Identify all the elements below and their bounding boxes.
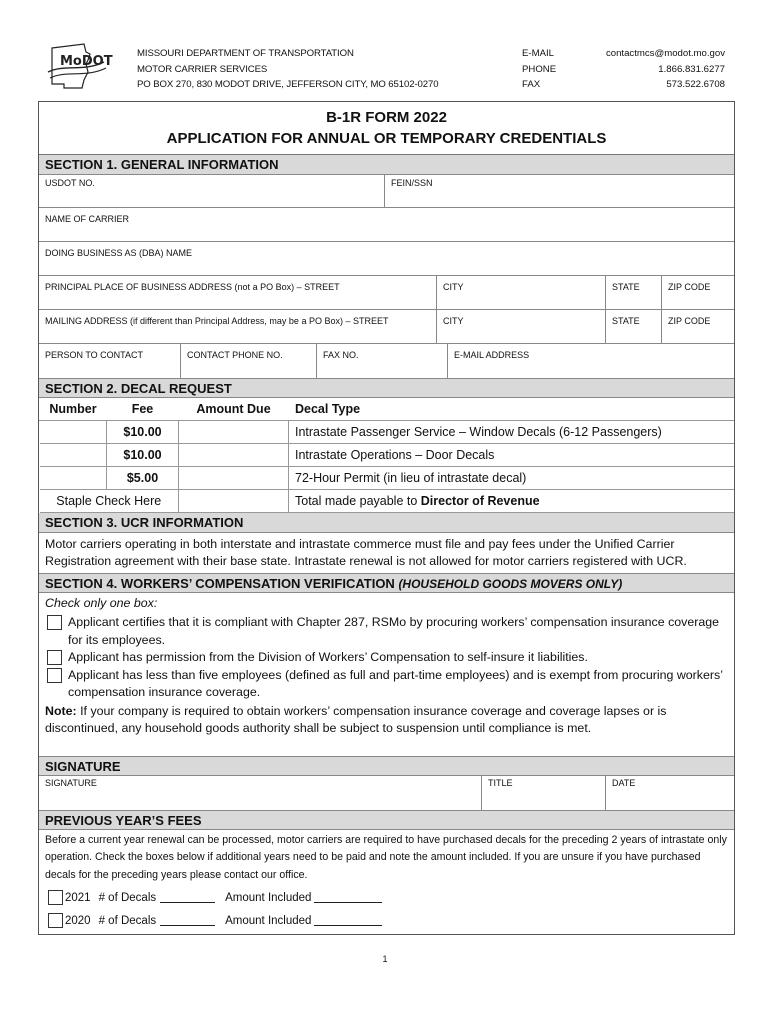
carrier-name-field[interactable]: NAME OF CARRIER [45,214,130,224]
decal-type-cell: Intrastate Operations – Door Decals [289,443,735,466]
contact-person-field[interactable]: PERSON TO CONTACT [45,350,144,360]
fein-field[interactable]: FEIN/SSN [384,175,734,207]
section2-heading: SECTION 2. DECAL REQUEST [39,378,734,398]
mailing-state-field[interactable]: STATE [605,310,661,343]
section3-heading: SECTION 3. UCR INFORMATION [39,513,734,533]
number-input[interactable] [40,443,107,466]
mailing-zip-field[interactable]: ZIP CODE [661,310,734,343]
email-label: E-MAIL [522,48,554,59]
contact-values [606,46,725,93]
checkbox-compliant[interactable] [47,615,62,630]
modot-logo [44,42,126,90]
decal-type-cell: 72-Hour Permit (in lieu of intrastate decal) [289,466,735,489]
note-text: If your company is required to obtain workers’ compensation insurance coverage and coverage lapses or is discontinued, any household goods authority shall be subject to suspension until compliance is met. [45,703,667,735]
fax-field[interactable]: FAX NO. [316,344,447,378]
principal-street-field[interactable]: PRINCIPAL PLACE OF BUSINESS ADDRESS (not a PO Box) – STREET [45,282,340,292]
usdot-field[interactable]: USDOT NO. [45,178,95,188]
year-2021-line [39,886,734,909]
amount-due-input[interactable] [179,443,289,466]
application-form [38,101,735,935]
option-exempt-text: Applicant has less than five employees (defined as full and part-time employees) and is exempt from procuring workers’ compensation insurance coverage. [68,667,723,699]
option-compliant [39,614,734,649]
row-contact [39,344,734,378]
col-fee: Fee [107,398,179,420]
decals-2020-label: # of Decals [98,914,157,927]
form-number: B-1R FORM 2022 [326,109,447,126]
fee-cell: $10.00 [107,420,179,443]
amount-2020-input[interactable] [314,915,382,926]
principal-city-field[interactable]: CITY [436,276,605,309]
total-prefix: Total made payable to [295,493,421,508]
amount-due-input[interactable] [179,466,289,489]
form-subtitle: APPLICATION FOR ANNUAL OR TEMPORARY CREDENTIALS [166,130,607,147]
section4-body [39,593,734,756]
total-payable-cell [289,489,735,512]
previous-fees-text: Before a current year renewal can be processed, motor carriers are required to have purchased decals for the preceding 2 years of intrastate only operation. Check the boxes below if additional years need to be paid and note the amount included. If you are unsure if you have purchased decals for the preceding years please contact our office. [45,833,727,881]
fee-cell: $10.00 [107,443,179,466]
row-usdot [39,175,734,208]
decal-table-header [40,398,735,420]
principal-state-field[interactable]: STATE [605,276,661,309]
amount-due-input[interactable] [179,420,289,443]
amount-2021-label: Amount Included [225,891,312,904]
section1-heading: SECTION 1. GENERAL INFORMATION [39,155,734,175]
total-amount-input[interactable] [179,489,289,512]
number-input[interactable] [40,420,107,443]
checkbox-self-insure[interactable] [47,650,62,665]
checkbox-2020[interactable] [48,913,63,928]
dba-field[interactable]: DOING BUSINESS AS (DBA) NAME [45,248,193,258]
section4-heading-italic: (HOUSEHOLD GOODS MOVERS ONLY) [398,576,623,591]
option-self-insure-text: Applicant has permission from the Division of Workers’ Compensation to self-insure it liabilities. [68,650,588,664]
decals-2020-input[interactable] [160,915,215,926]
ucr-text: Motor carriers operating in both interstate and intrastate commerce must file and pay fees under the Unified Carrier Registration agreement with their base state. Intrastate renewal is not allowed for motor carriers registered with UCR. [45,536,687,568]
option-compliant-text: Applicant certifies that it is compliant with Chapter 287, RSMo by procuring workers’ compensation insurance coverage for its employees. [68,615,720,647]
agency-name: MISSOURI DEPARTMENT OF TRANSPORTATION [137,48,354,59]
decals-2021-label: # of Decals [98,891,157,904]
year-2020-label: 2020 [65,914,91,927]
row-mailing-address [39,310,734,344]
agency-division: MOTOR CARRIER SERVICES [137,63,268,75]
signature-field[interactable]: SIGNATURE [45,777,97,788]
col-amount-due: Amount Due [179,398,289,420]
mailing-street-field[interactable]: MAILING ADDRESS (if different than Principal Address, may be a PO Box) – STREET [45,316,389,326]
decals-2021-input[interactable] [160,892,215,903]
date-field[interactable]: DATE [605,776,734,810]
previous-fees-heading: PREVIOUS YEAR’S FEES [39,810,734,830]
check-instruction: Check only one box: [45,595,158,610]
total-payee: Director of Revenue [420,493,540,508]
workers-comp-note [39,702,734,741]
year-2021-label: 2021 [65,891,91,904]
row-signature [39,776,734,810]
principal-zip-field[interactable]: ZIP CODE [661,276,734,309]
fee-cell: $5.00 [107,466,179,489]
table-row [40,420,735,443]
note-label: Note: [45,703,77,718]
amount-2020-label: Amount Included [225,914,312,927]
fax-label: FAX [522,79,541,90]
mailing-city-field[interactable]: CITY [436,310,605,343]
option-exempt [39,667,734,702]
form-title [39,102,734,155]
col-decal-type: Decal Type [289,398,735,420]
email-value[interactable]: contactmcs@modot.mo.gov [605,48,725,59]
section4-heading [39,573,734,593]
section4-heading-text: SECTION 4. WORKERS’ COMPENSATION VERIFICATION [45,575,399,591]
phone-label: PHONE [522,63,557,75]
table-row [40,443,735,466]
email-field[interactable]: E-MAIL ADDRESS [447,344,734,378]
row-dba [39,242,734,276]
checkbox-2021[interactable] [48,890,63,905]
row-principal-address [39,276,734,310]
logo-wordmark: MoDOT [60,54,113,69]
year-2020-line [39,909,734,932]
table-row [40,466,735,489]
staple-check-label: Staple Check Here [40,489,179,512]
page-number: 1 [382,954,388,964]
agency-block [137,46,439,93]
contact-phone-field[interactable]: CONTACT PHONE NO. [180,344,316,378]
col-number: Number [40,398,107,420]
total-row [40,489,735,512]
number-input[interactable] [40,466,107,489]
fax-value: 573.522.6708 [666,79,725,90]
decal-type-cell: Intrastate Passenger Service – Window Decals (6-12 Passengers) [289,420,735,443]
letterhead [0,40,770,96]
option-self-insure [39,649,734,667]
title-field[interactable]: TITLE [481,776,605,810]
signature-heading: SIGNATURE [39,756,734,776]
checkbox-exempt[interactable] [47,668,62,683]
decal-table [39,398,734,513]
phone-value: 1.866.831.6277 [658,63,725,75]
contact-labels [522,46,556,93]
agency-address: PO BOX 270, 830 MODOT DRIVE, JEFFERSON CITY, MO 65102-0270 [137,79,439,90]
row-carrier-name [39,208,734,242]
amount-2021-input[interactable] [314,892,382,903]
